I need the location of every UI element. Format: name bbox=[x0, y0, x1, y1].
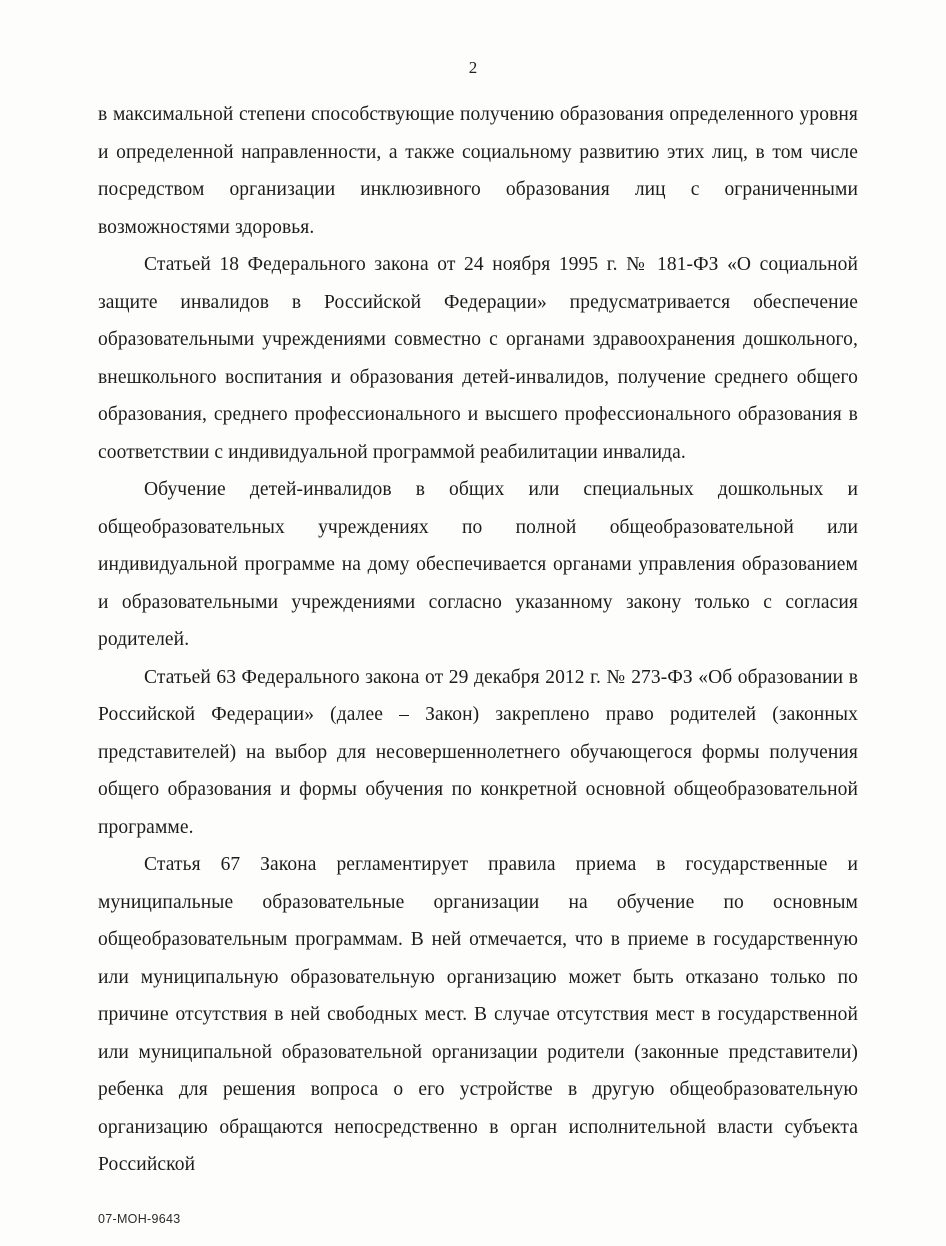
paragraph: Статьей 18 Федерального закона от 24 ноября 1995 г. № 181-ФЗ «О социальной защите инвалидов в Российской Федерации» предусматривается обеспечение образовательными учреждениями совместно с органами здравоохранения дошкольного, внешкольного воспитания и образования детей-инвалидов, получение среднего общего образования, среднего профессионального и высшего профессионального образования в соответствии с индивидуальной программой реабилитации инвалида. bbox=[98, 254, 858, 463]
footer-document-code: 07-МОН-9643 bbox=[98, 1212, 181, 1226]
paragraph: Обучение детей-инвалидов в общих или специальных дошкольных и общеобразовательных учреждениях по полной общеобразовательной или индивидуальной программе на дому обеспечивается органами управления образованием и образовательными учреждениями согласно указанному закону только с согласия родителей. bbox=[98, 479, 858, 650]
document-body bbox=[98, 96, 858, 1184]
paragraph: в максимальной степени способствующие получению образования определенного уровня и определенной направленности, а также социальному развитию этих лиц, в том числе посредством организации инклюзивного образования лиц с ограниченными возможностями здоровья. bbox=[98, 104, 858, 238]
paragraph: Статьей 63 Федерального закона от 29 декабря 2012 г. № 273-ФЗ «Об образовании в Российской Федерации» (далее – Закон) закреплено право родителей (законных представителей) на выбор для несовершеннолетнего обучающегося формы получения общего образования и формы обучения по конкретной основной общеобразовательной программе. bbox=[98, 666, 858, 838]
page-number: 2 bbox=[468, 58, 478, 77]
paragraph: Статья 67 Закона регламентирует правила приема в государственные и муниципальные образовательные организации на обучение по основным общеобразовательным программам. В ней отмечается, что в приеме в государственную или муниципальную образовательную организацию может быть отказано только по причине отсутствия в ней свободных мест. В случае отсутствия мест в государственной или муниципальной образовательной организации родители (законные представители) ребенка для решения вопроса о его устройстве в другую общеобразовательную организацию обращаются непосредственно в орган исполнительной власти субъекта Российской bbox=[98, 854, 858, 1175]
